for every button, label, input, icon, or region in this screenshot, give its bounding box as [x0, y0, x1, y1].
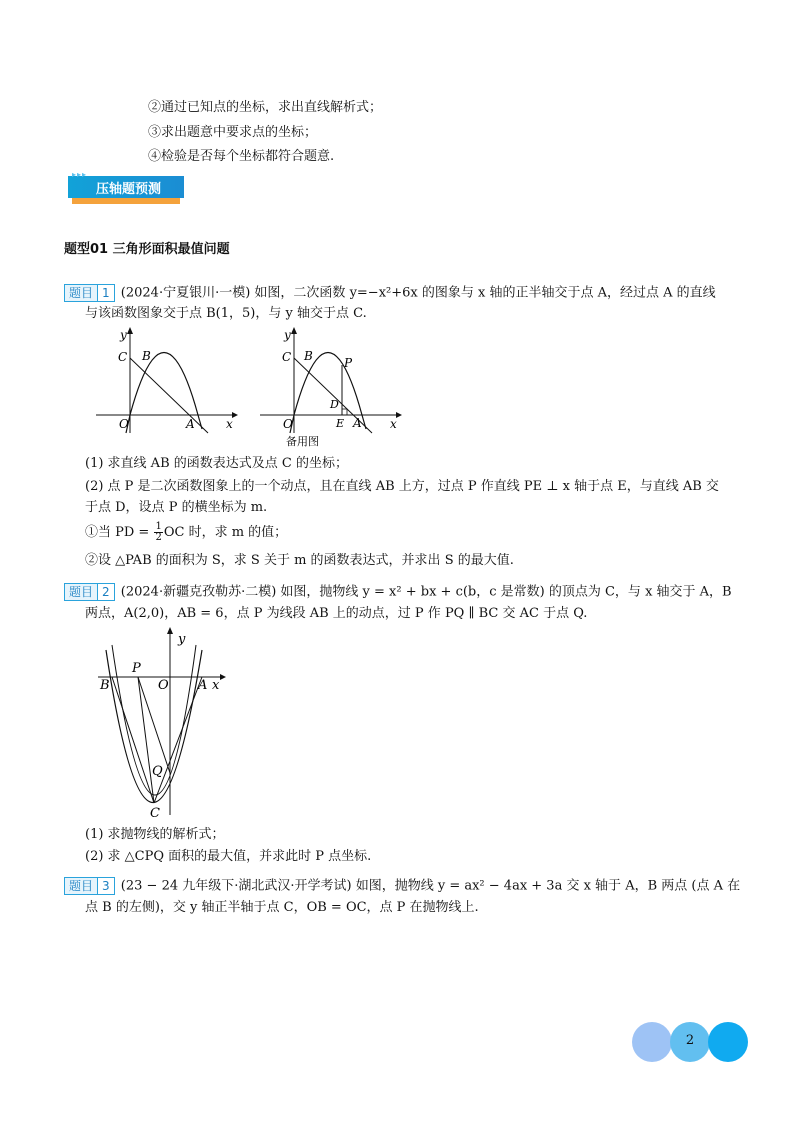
- fig2-label-e: E: [336, 417, 345, 430]
- fig2-label-d: D: [330, 398, 339, 411]
- q1-sub2b: 于点 D，设点 P 的横坐标为 m.: [85, 500, 268, 515]
- q1-line1: 题目 1 (2024·宁夏银川·一模) 如图，二次函数 y=−x²+6x 的图象与 x 轴的正半轴交于点 A，经过点 A 的直线: [64, 284, 716, 303]
- q1-figure-spare: [256, 325, 406, 449]
- banner-shadow: [72, 198, 180, 204]
- fig3-label-p: P: [132, 661, 141, 676]
- step-3: ③求出题意中要求点的坐标；: [148, 125, 318, 140]
- fig2-label-o: O: [283, 417, 293, 431]
- q2-sub1: (1) 求抛物线的解析式；: [85, 827, 225, 842]
- step-2: ②通过已知点的坐标，求出直线解析式；: [148, 100, 383, 115]
- q2-figure: [92, 625, 232, 820]
- fig3-label-a: A: [198, 678, 208, 693]
- q1-line2: 与该函数图象交于点 B(1，5)，与 y 轴交于点 C.: [85, 306, 367, 321]
- q1-badge: 题目 1: [64, 284, 115, 302]
- fig1-label-o: O: [119, 417, 129, 431]
- chevrons-icon: ▸▸▸: [72, 170, 88, 179]
- step-4: ④检验是否每个坐标都符合题意.: [148, 149, 335, 164]
- fig3-label-b: B: [100, 678, 110, 693]
- fig1-label-b: B: [142, 349, 151, 363]
- fraction-half: $\frac{1}{2}$: [155, 521, 162, 543]
- q2-line2: 两点，A(2,0)，AB = 6，点 P 为线段 AB 上的动点，过 P 作 PQ ∥ BC 交 AC 于点 Q.: [85, 606, 588, 621]
- fig2-label-b: B: [304, 349, 313, 363]
- fig1-label-x: x: [226, 417, 233, 431]
- fig1-label-c: C: [118, 350, 128, 364]
- q2-badge: 题目 2: [64, 583, 115, 601]
- q1-sub2c: ①当 PD = $\frac{1}{2}$ OC 时，求 m 的值；: [85, 521, 288, 543]
- q3-badge: 题目 3: [64, 877, 115, 895]
- fig2-label-c: C: [282, 350, 292, 364]
- q2-sub2: (2) 求 △CPQ 面积的最大值，并求此时 P 点坐标.: [85, 849, 372, 864]
- fig2-label-p: P: [344, 356, 353, 370]
- fig2-caption: 备用图: [286, 435, 319, 448]
- fig1-label-a: A: [186, 417, 195, 431]
- fig2-label-a: A: [353, 416, 362, 430]
- fig3-label-c: C: [150, 806, 160, 820]
- section-banner: [68, 170, 184, 204]
- fig3-label-o: O: [158, 678, 169, 693]
- fig2-label-y: y: [284, 328, 291, 342]
- q1-sub2d: ②设 △PAB 的面积为 S，求 S 关于 m 的函数表达式，并求出 S 的最大值.: [85, 553, 514, 568]
- fig3-label-y: y: [178, 632, 186, 647]
- page-circle-left: [632, 1022, 672, 1062]
- banner-label: 压轴题预测: [96, 182, 162, 197]
- fig3-label-q: Q: [152, 764, 163, 779]
- fig3-label-x: x: [212, 678, 220, 693]
- q3-line2: 点 B 的左侧)，交 y 轴正半轴于点 C，OB = OC，点 P 在抛物线上.: [85, 900, 479, 915]
- fig2-label-x: x: [390, 417, 397, 431]
- q3-line1: 题目 3 (23 − 24 九年级下·湖北武汉·开学考试) 如图，抛物线 y = ax² − 4ax + 3a 交 x 轴于 A，B 两点 (点 A 在: [64, 877, 740, 896]
- q1-sub2a: (2) 点 P 是二次函数图象上的一个动点，且在直线 AB 上方，过点 P 作直线 PE ⊥ x 轴于点 E，与直线 AB 交: [85, 479, 719, 494]
- q2-line1: 题目 2 (2024·新疆克孜勒苏·二模) 如图，抛物线 y = x² + bx + c(b，c 是常数) 的顶点为 C，与 x 轴交于 A，B: [64, 583, 732, 602]
- section-heading: 题型01 三角形面积最值问题: [64, 242, 230, 257]
- q1-sub1: (1) 求直线 AB 的函数表达式及点 C 的坐标；: [85, 456, 348, 471]
- page-circle-right: [708, 1022, 748, 1062]
- fig1-label-y: y: [120, 328, 127, 342]
- page-number: 2: [685, 1033, 695, 1048]
- q1-figure-main: [92, 325, 242, 437]
